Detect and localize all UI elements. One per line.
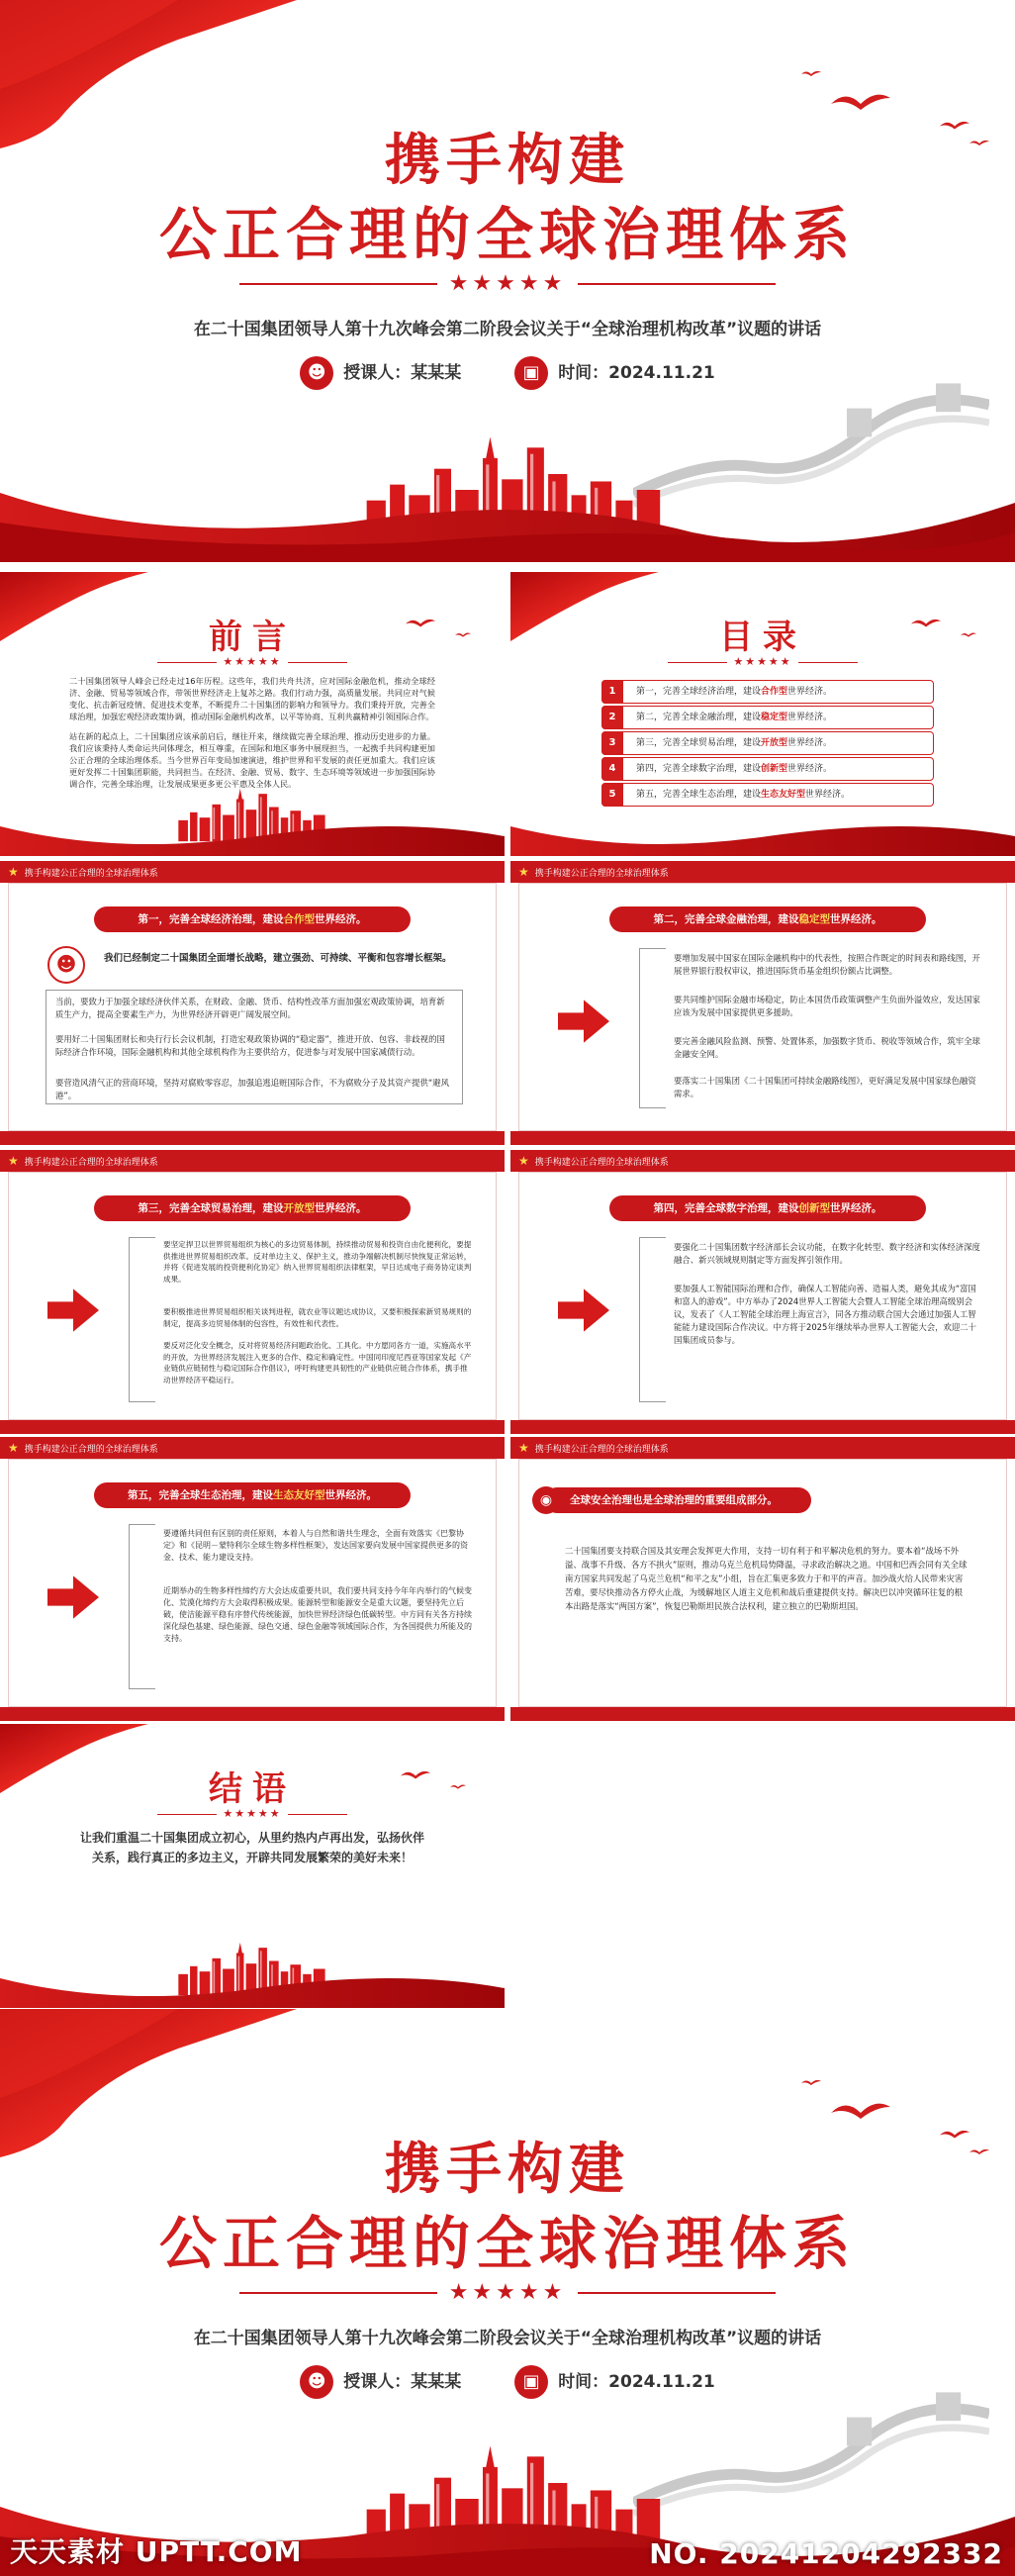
slide-header-bar: ★ 携手构建公正合理的全球治理体系 — [510, 1150, 1015, 1172]
presenter-label: 授课人：某某某 — [343, 2372, 462, 2392]
section-5-bullet-2: 近期举办的生物多样性缔约方大会达成重要共识，我们要共同支持今年年内举行的气候变化、荒漠化缔约方大会取得积极成果。能源转型和能源安全是重大议题，要坚持先立后破，使洁能源平稳有序替代传统能源，加快世界经济绿色低碳转型。中方同有关各方持续深化绿色基建、绿色能源、绿色交通、绿色金融等领域国际合作，为各国提供力所能及的支持。 — [163, 1586, 472, 1643]
preface-paragraph-1: 二十国集团领导人峰会已经走过16年历程。这些年，我们共舟共济，应对国际金融危机，推动全球经济、金融、贸易等领域合作，带领世界经济走上复苏之路。我们行动力强，高质量发展。共同应对气候变化、抗击新冠疫情、促进技术变革，不断提升二十国集团的影响力和领导力。我们秉持开放，完善全球治理，加强宏观经济政策协调，推动国际金融机构改革，以平等协商、互利共赢精神引领国际合作。 — [69, 676, 435, 721]
person-icon: ☻ — [47, 946, 85, 984]
section-4-slide — [510, 1150, 1015, 1434]
star-icon: ★ — [8, 1441, 19, 1455]
star-icon: ★ — [518, 1154, 529, 1168]
section-1-heading: 第一，完善全球经济治理，建设合作型世界经济。 — [94, 906, 411, 932]
section-1-bullet-2: 要用好二十国集团财长和央行行长会议机制，打造宏观政策协调的“稳定器”，推进开放、包容、非歧视的国际经济合作环境，国际金融机构和其他全球机构作为主要供给方，促进参与对发展中国家减债行动。 — [55, 1034, 445, 1057]
red-ribbon-bottom — [0, 1958, 505, 2008]
section-5-bullet-1: 要遵循共同但有区别的责任原则，本着人与自然和谐共生理念，全面有效落实《巴黎协定》和《昆明－蒙特利尔全球生物多样性框架》，发达国家要向发展中国家提供更多的资金、技术、能力建设支持。 — [163, 1529, 468, 1562]
red-ribbon-bottom — [0, 453, 1015, 562]
cover-title-line1: 携手构建 — [385, 129, 630, 193]
calendar-icon: ▣ — [514, 356, 548, 390]
section-4-heading: 第四，完善全球数字治理，建设创新型世界经济。 — [609, 1195, 926, 1221]
section-4-bullet-1: 要强化二十国集团数字经济部长会议功能，在数字化转型、数字经济和实体经济深度融合、新兴领域规则制定等方面发挥引领作用。 — [674, 1242, 980, 1265]
section-2-bullet-3: 要完善金融风险监测、预警、处置体系，加强数字货币、税收等领域合作，筑牢全球金融安全网。 — [674, 1036, 980, 1059]
cover-subtitle: 在二十国集团领导人第十九次峰会第二阶段会议关于“全球治理机构改革”议题的讲话 — [193, 320, 822, 339]
cover-slide — [0, 0, 1015, 562]
toc-item-2[interactable]: 2 第二，完善全球金融治理，建设稳定型世界经济。 — [601, 706, 934, 729]
section-1-bullet-3: 要营造风清气正的营商环境，坚持对腐败零容忍，加强追逃追赃国际合作，不为腐败分子及其资产提供“避风港”。 — [55, 1078, 449, 1100]
time-label: 时间：2024.11.21 — [558, 2372, 715, 2392]
cover-title-line2: 公正合理的全球治理体系 — [158, 201, 856, 268]
arrow-right-icon — [47, 1575, 99, 1619]
conclusion-slide — [0, 1724, 505, 2008]
section-4-bullet-2: 要加强人工智能国际治理和合作，确保人工智能向善、造福人类，避免其成为“富国和富人的游戏”。中方举办了2024世界人工智能大会暨人工智能全球治理高级别会议，发表了《人工智能全球治理上海宣言》，同各方推动联合国大会通过加强人工智能能力建设国际合作决议。中方将于2025年继续举办世界人工智能大会，欢迎二十国集团成员参与。 — [674, 1284, 977, 1345]
section-1-lead: 我们已经制定二十国集团全面增长战略，建立强劲、可持续、平衡和包容增长框架。 — [104, 953, 452, 964]
time-label: 时间：2024.11.21 — [558, 363, 715, 383]
section-1-bullet-1: 当前，要致力于加强全球经济伙伴关系，在财政、金融、货币、结构性改革方面加强宏观政策协调，培育新质生产力，提高全要素生产力，为世界经济开辟更广阔发展空间。 — [55, 997, 445, 1019]
star-icon: ★ — [518, 865, 529, 879]
toc-item-1[interactable]: 1 第一，完善全球经济治理，建设合作型世界经济。 — [601, 680, 934, 704]
arrow-right-icon — [47, 1288, 99, 1332]
user-icon: ☻ — [300, 2365, 333, 2399]
toc-title: 目录 — [719, 618, 806, 657]
section-3-heading: 第三，完善全球贸易治理，建设开放型世界经济。 — [94, 1195, 411, 1221]
cover-stars: ★★★★★ — [0, 2280, 1015, 2305]
star-icon: ★ — [8, 1154, 19, 1168]
toc-item-5[interactable]: 5 第五，完善全球生态治理，建设生态友好型世界经济。 — [601, 783, 934, 807]
section-2-bullet-4: 要落实二十国集团《二十国集团可持续金融路线图》，更好满足发展中国家绿色融资需求。 — [674, 1076, 976, 1098]
toc-stars: ★★★★★ — [510, 655, 1015, 668]
slide-header-bar: ★ 携手构建公正合理的全球治理体系 — [510, 861, 1015, 883]
slide-header-bar: ★ 携手构建公正合理的全球治理体系 — [0, 861, 505, 883]
watermark-left: 天天素材 UPTT.COM — [10, 2535, 303, 2568]
star-icon: ★ — [8, 865, 19, 879]
conclusion-title: 结语 — [209, 1769, 296, 1809]
arrow-right-icon — [558, 1000, 609, 1043]
toc-item-3[interactable]: 3 第三，完善全球贸易治理，建设开放型世界经济。 — [601, 731, 934, 755]
section-3-slide — [0, 1150, 505, 1434]
star-icon: ★ — [518, 1441, 529, 1455]
shield-icon: ◉ — [532, 1486, 560, 1514]
cover-subtitle: 在二十国集团领导人第十九次峰会第二阶段会议关于“全球治理机构改革”议题的讲话 — [193, 2329, 822, 2348]
section-3-bullet-3: 要反对泛化安全概念，反对将贸易经济问题政治化、工具化。中方愿同各方一道，实施高水平的开放，为世界经济发展注入更多的合作、稳定和确定性。中国同印度尼西亚等国家发起《产业链供应链韧性与稳定国际合作倡议》，呼吁构建更具韧性的产业链供应链合作体系，携手推动世界经济平稳运行。 — [163, 1341, 472, 1384]
red-ribbon-bottom — [0, 807, 505, 856]
section-6-slide — [510, 1437, 1015, 1721]
section-6-heading: 全球安全治理也是全球治理的重要组成部分。 — [544, 1487, 811, 1513]
preface-title: 前言 — [209, 618, 296, 657]
conclusion-line-1: 让我们重温二十国集团成立初心，从里约热内卢再出发，弘扬伙伴 — [79, 1831, 424, 1845]
conclusion-stars: ★★★★★ — [0, 1807, 505, 1820]
section-3-bullet-2: 要积极推进世界贸易组织相关谈判进程，就农业等议题达成协议，又要积极探索新贸易规则的制定，提高多边贸易体制的包容性，有效性和代表性。 — [163, 1307, 472, 1328]
section-3-bullet-1: 要坚定捍卫以世界贸易组织为核心的多边贸易体制，持续推动贸易和投资自由化便利化，要提供推进世界贸易组织改革。反对单边主义、保护主义，推动争端解决机制尽快恢复正常运转，并将《促进发展的投资便利化协定》纳入世界贸易组织法律框架，早日达成电子商务协定谈判成果。 — [163, 1240, 472, 1284]
cover-stars: ★★★★★ — [0, 271, 1015, 296]
red-ribbon-bottom — [510, 807, 1015, 856]
toc-item-4[interactable]: 4 第四，完善全球数字治理，建设创新型世界经济。 — [601, 757, 934, 781]
calendar-icon: ▣ — [514, 2365, 548, 2399]
section-2-bullet-1: 要增加发展中国家在国际金融机构中的代表性，按照合作既定的时间表和路线图，开展世界银行股权审议，推进国际货币基金组织份额占比调整。 — [674, 953, 980, 976]
presenter-label: 授课人：某某某 — [343, 363, 462, 383]
arrow-right-icon — [558, 1288, 609, 1332]
cover-title-line2: 公正合理的全球治理体系 — [158, 2210, 856, 2277]
slide-header-bar: ★ 携手构建公正合理的全球治理体系 — [0, 1150, 505, 1172]
preface-slide — [0, 572, 505, 856]
section-6-body: 二十国集团要支持联合国及其安理会发挥更大作用，支持一切有利于和平解决危机的努力。要本着“战场不外溢、战事不升级、各方不拱火”原则，推动乌克兰危机局势降温，寻求政治解决之道。中国和巴西会同有关全球南方国家共同发起了乌克兰危机“和平之友”小组，旨在汇集更多致力于和平的声音。加沙战火给人民带来灾害苦难，要尽快推动各方停火止战，为缓解地区人道主义危机和战后重建提供支持。解决巴以冲突循环往复的根本出路是落实“两国方案”，恢复巴勒斯坦民族合法权利，建立独立的巴勒斯坦国。 — [565, 1546, 968, 1611]
user-icon: ☻ — [300, 356, 333, 390]
section-2-slide — [510, 861, 1015, 1145]
cover-title-line1: 携手构建 — [385, 2138, 630, 2202]
cover-slide-repeat — [0, 2009, 1015, 2576]
slide-header-bar: ★ 携手构建公正合理的全球治理体系 — [0, 1437, 505, 1459]
conclusion-line-2: 关系，践行真正的多边主义，开辟共同发展繁荣的美好未来！ — [91, 1851, 413, 1864]
watermark-right: NO. 20241204292332 — [649, 2537, 1003, 2570]
preface-paragraph-2: 站在新的起点上，二十国集团应该承前启后，继往开来，继续做完善全球治理、推动历史进步的力量。我们应该秉持人类命运共同体理念，相互尊重，在国际和地区事务中展现担当，一起携手共同构建更加公正合理的全球治理体系。当今世界百年变局加速演进，维护世界和平发展的责任更加重大。我们应该更好发挥二十国集团职能，共同担当。在经济、金融、贸易、数字、生态环境等领域进一步加强国际协调合作，完善全球治理，让发展成果更多更公平惠及全体人民。 — [69, 731, 435, 789]
section-5-slide — [0, 1437, 505, 1721]
section-5-heading: 第五，完善全球生态治理，建设生态友好型世界经济。 — [94, 1482, 411, 1508]
section-2-bullet-2: 要共同维护国际金融市场稳定，防止本国货币政策调整产生负面外溢效应，发达国家应该为发展中国家提供更多援助。 — [674, 995, 980, 1017]
slide-header-bar: ★ 携手构建公正合理的全球治理体系 — [510, 1437, 1015, 1459]
section-2-heading: 第二，完善全球金融治理，建设稳定型世界经济。 — [609, 906, 926, 932]
section-1-slide — [0, 861, 505, 1145]
preface-stars: ★★★★★ — [0, 655, 505, 668]
